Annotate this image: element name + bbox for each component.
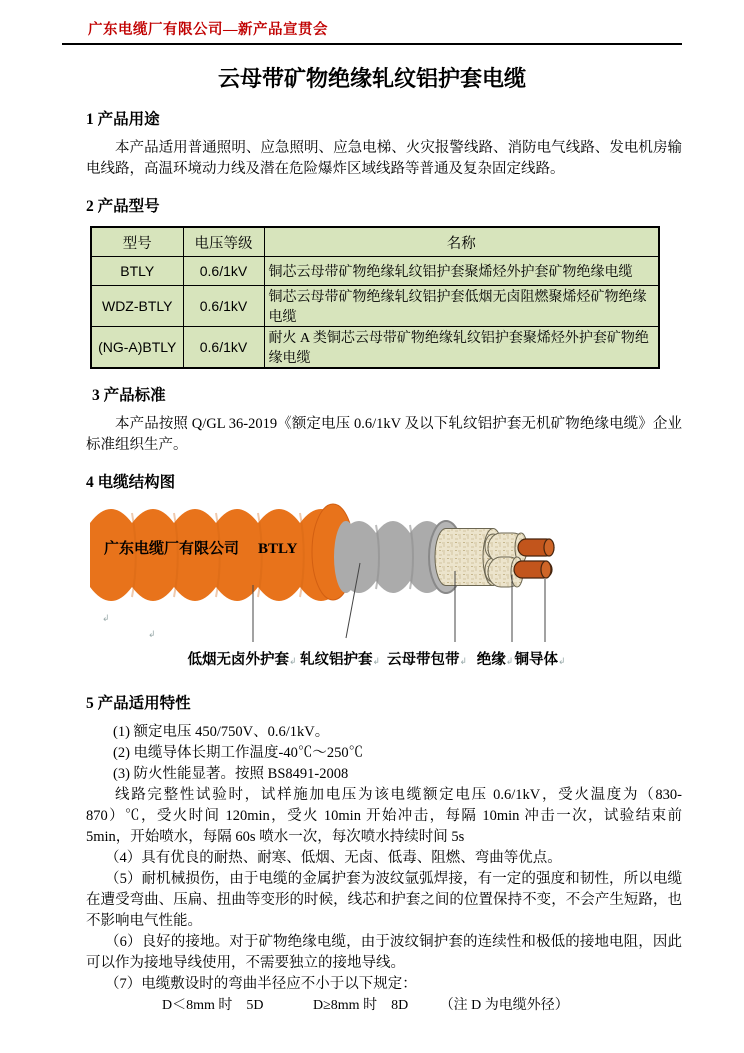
cell-voltage: 0.6/1kV	[183, 286, 264, 327]
cell-voltage: 0.6/1kV	[183, 257, 264, 286]
label-text: 低烟无卤外护套	[187, 652, 289, 668]
feature-item-1: (1) 额定电压 450/750V、0.6/1kV。	[113, 724, 330, 740]
feature-item-7: （7）电缆敷设时的弯曲半径应不小于以下规定：	[105, 976, 417, 992]
feature-item-6: （6）良好的接地。对于矿物绝缘电缆，由于波纹铜护套的连续性和极低的接地电阻，因此可以作为接地导线使用，不需要独立的接地导线。	[86, 934, 682, 971]
col-header-name: 名称	[264, 227, 659, 257]
table-row	[91, 286, 659, 327]
bend-case-small: D＜8mm 时 5D	[162, 998, 264, 1013]
table-row	[91, 327, 659, 369]
label-text: 铜导体	[514, 652, 558, 668]
col-header-voltage: 电压等级	[183, 227, 264, 257]
paragraph-mark: ↲	[557, 656, 566, 666]
paragraph-mark: ↲	[505, 656, 514, 666]
feature-item-3: (3) 防火性能显著。按照 BS8491-2008	[113, 766, 349, 782]
section3-heading: 3 产品标准	[92, 387, 166, 404]
feature-item-2: (2) 电缆导体长期工作温度-40℃～250℃	[113, 745, 364, 761]
cell-model: (NG-A)BTLY	[91, 327, 183, 369]
section5-heading: 5 产品适用特性	[86, 695, 191, 712]
cell-name: 铜芯云母带矿物绝缘轧纹铝护套低烟无卤阻燃聚烯烃矿物绝缘电缆	[264, 286, 659, 327]
label-copper-conductor	[514, 648, 565, 669]
sheath-print-model: BTLY	[258, 541, 298, 557]
label-mica-tape	[387, 648, 467, 669]
model-table	[90, 226, 660, 369]
cell-name: 铜芯云母带矿物绝缘轧纹铝护套聚烯烃外护套矿物绝缘电缆	[264, 257, 659, 286]
cell-voltage: 0.6/1kV	[183, 327, 264, 369]
bend-case-large: D≥8mm 时 8D	[313, 998, 409, 1013]
sheath-print-company: 广东电缆厂有限公司	[104, 541, 240, 557]
label-aluminum-sheath	[300, 648, 380, 669]
section1-paragraph: 本产品适用普通照明、应急照明、应急电梯、火灾报警线路、消防电气线路、发电机房输电线路，高温环境动力线及潜在危险爆炸区域线路等普通及复杂固定线路。	[86, 140, 682, 177]
table-header-row	[91, 227, 659, 257]
label-text: 云母带包带	[386, 652, 460, 668]
section3-paragraph: 本产品按照 Q/GL 36-2019《额定电压 0.6/1kV 及以下轧纹铝护套无机矿物绝缘电缆》企业标准组织生产。	[86, 416, 682, 453]
label-text: 绝缘	[476, 652, 506, 668]
col-header-model: 型号	[91, 227, 183, 257]
bend-radius-line	[86, 995, 682, 1017]
section2-heading: 2 产品型号	[86, 198, 160, 215]
label-outer-sheath	[187, 648, 296, 669]
feature-item-4: （4）具有优良的耐热、耐寒、低烟、无卤、低毒、阻燃、弯曲等优点。	[105, 850, 562, 866]
table-row	[91, 257, 659, 286]
page-title: 云母带矿物绝缘轧纹铝护套电缆	[217, 66, 526, 91]
feature-item-5: （5）耐机械损伤，由于电缆的金属护套为波纹氩弧焊接，有一定的强度和韧性，所以电缆在遭受弯曲、压扁、扭曲等变形的时候，线芯和护套之间的位置保持不变，不会产生短路，也不影响电气性能。	[86, 871, 682, 929]
cell-name: 耐火 A 类铜芯云母带矿物绝缘轧纹铝护套聚烯烃外护套矿物绝缘电缆	[264, 327, 659, 369]
paragraph-mark: ↲	[372, 656, 381, 666]
cell-model: BTLY	[91, 257, 183, 286]
paragraph-mark: ↲	[102, 613, 110, 623]
label-text: 轧纹铝护套	[299, 652, 373, 668]
label-insulation	[477, 648, 514, 669]
header-rule	[62, 43, 682, 45]
section1-heading: 1 产品用途	[86, 111, 160, 128]
paragraph-mark: ↲	[459, 656, 468, 666]
section4-heading: 4 电缆结构图	[86, 474, 176, 491]
paragraph-mark: ↲	[148, 629, 156, 639]
document-header: 广东电缆厂有限公司—新产品宣贯会	[88, 22, 328, 38]
bend-note: （注 D 为电缆外径）	[439, 998, 569, 1013]
feature-item-3-detail: 线路完整性试验时，试样施加电压为该电缆额定电压 0.6/1kV，受火温度为（830-870）℃，受火时间 120min，受火 10min 开始冲击，每隔 10min 冲击一次，试验结束前 5min，开始喷水，每隔 60s 喷水一次，每次喷水持续时间 5s	[86, 787, 682, 845]
cell-model: WDZ-BTLY	[91, 286, 183, 327]
paragraph-mark: ↲	[288, 656, 297, 666]
cable-structure-diagram	[90, 501, 650, 677]
